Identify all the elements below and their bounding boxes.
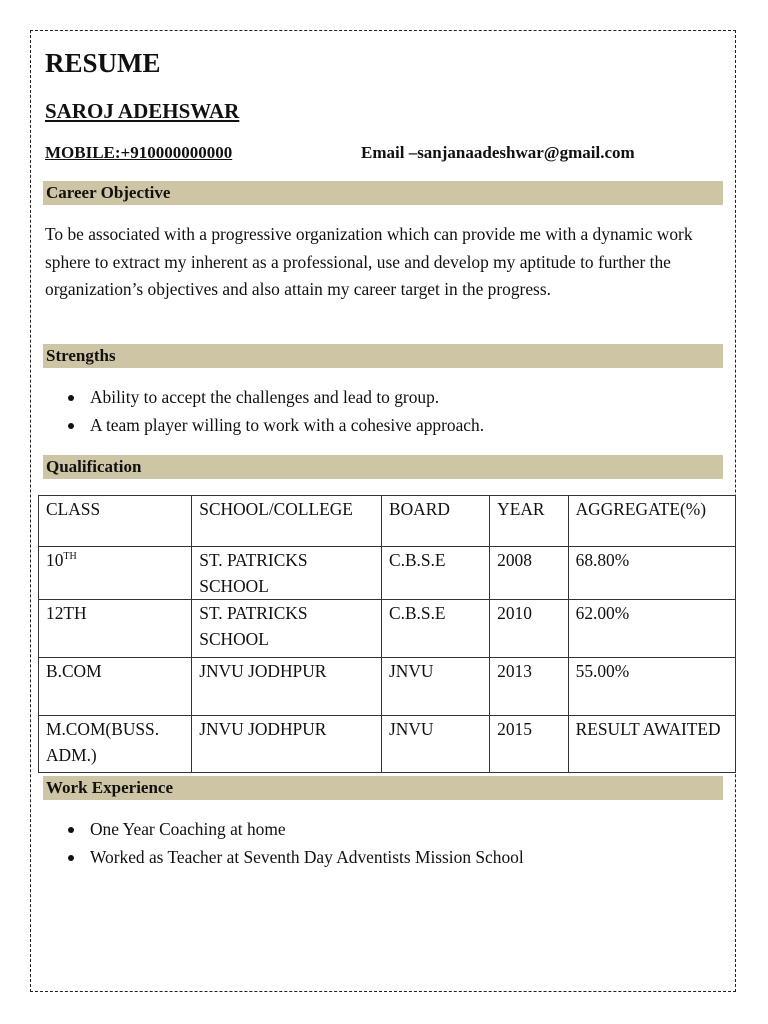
bullet-icon bbox=[68, 827, 74, 833]
cell-school: ST. PATRICKS SCHOOL bbox=[192, 547, 382, 600]
list-item bbox=[45, 816, 524, 844]
experience-text: Worked as Teacher at Seventh Day Adventists Mission School bbox=[90, 846, 524, 867]
cell-year: 2013 bbox=[490, 658, 568, 716]
strength-text: Ability to accept the challenges and lead to group. bbox=[90, 387, 440, 407]
cell-year: 2015 bbox=[490, 716, 568, 773]
table-row bbox=[39, 547, 736, 600]
resume-title: RESUME bbox=[45, 48, 161, 78]
email-address: Email –sanjanaadeshwar@gmail.com bbox=[361, 143, 635, 162]
cell-school: JNVU JODHPUR bbox=[192, 658, 382, 716]
cell-class: 12TH bbox=[39, 600, 192, 658]
cell-year: 2008 bbox=[490, 547, 568, 600]
cell-class bbox=[39, 547, 192, 600]
table-header-row bbox=[39, 496, 736, 547]
header-cell-school: SCHOOL/COLLEGE bbox=[192, 496, 382, 547]
header-cell-board: BOARD bbox=[382, 496, 490, 547]
class-superscript: TH bbox=[63, 551, 77, 563]
cell-school: ST. PATRICKS SCHOOL bbox=[192, 600, 382, 658]
cell-class: B.COM bbox=[39, 658, 192, 716]
strength-text: A team player willing to work with a cohesive approach. bbox=[90, 414, 485, 435]
cell-aggregate: 55.00% bbox=[568, 658, 735, 716]
cell-school: JNVU JODHPUR bbox=[192, 716, 382, 773]
cell-aggregate: RESULT AWAITED bbox=[568, 716, 735, 773]
header-cell-aggregate: AGGREGATE(%) bbox=[568, 496, 735, 547]
work-experience-list bbox=[45, 816, 524, 871]
bullet-icon bbox=[68, 855, 74, 861]
cell-aggregate: 68.80% bbox=[568, 547, 735, 600]
table-row bbox=[39, 658, 736, 716]
candidate-name: SAROJ ADEHSWAR bbox=[45, 99, 240, 123]
cell-class: M.COM(BUSS. ADM.) bbox=[39, 716, 192, 773]
section-header-career-objective: Career Objective bbox=[43, 181, 723, 205]
cell-board: JNVU bbox=[382, 658, 490, 716]
strengths-list bbox=[45, 384, 484, 439]
section-header-qualification: Qualification bbox=[43, 455, 723, 479]
bullet-icon bbox=[68, 395, 74, 401]
cell-board: JNVU bbox=[382, 716, 490, 773]
career-objective-text: To be associated with a progressive organization which can provide me with a dynamic work sphere to extract my inherent as a professional, use and develop my aptitude to further the organization’s objectives and also attain my career target in the progress. bbox=[45, 224, 693, 299]
table-row bbox=[39, 600, 736, 658]
experience-text: One Year Coaching at home bbox=[90, 819, 286, 839]
list-item bbox=[45, 412, 484, 440]
class-value: 10 bbox=[46, 550, 64, 570]
section-header-strengths: Strengths bbox=[43, 344, 723, 368]
table-row bbox=[39, 716, 736, 773]
header-cell-year: YEAR bbox=[490, 496, 568, 547]
cell-aggregate: 62.00% bbox=[568, 600, 735, 658]
header-cell-class: CLASS bbox=[39, 496, 192, 547]
mobile-number: MOBILE:+910000000000 bbox=[45, 143, 233, 162]
qualification-table bbox=[38, 495, 736, 773]
cell-year: 2010 bbox=[490, 600, 568, 658]
cell-board: C.B.S.E bbox=[382, 600, 490, 658]
section-header-work-experience: Work Experience bbox=[43, 776, 723, 800]
list-item bbox=[45, 384, 484, 412]
list-item bbox=[45, 844, 524, 872]
bullet-icon bbox=[68, 423, 74, 429]
cell-board: C.B.S.E bbox=[382, 547, 490, 600]
